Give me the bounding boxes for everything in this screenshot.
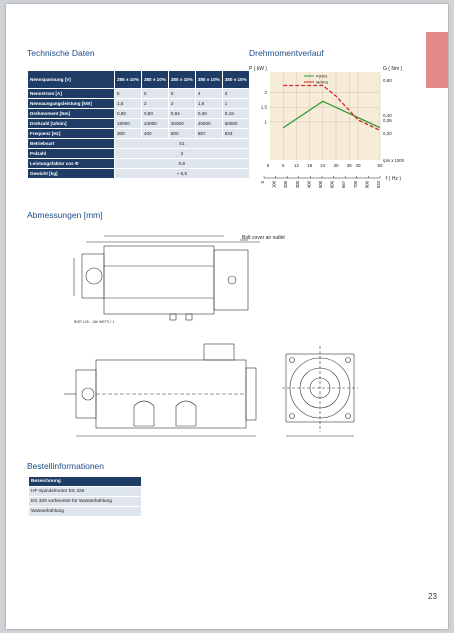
table-cell: 0,8 xyxy=(115,159,250,169)
table-row xyxy=(28,129,250,139)
table-cell: 24000 xyxy=(141,119,168,129)
header-cell: Bezeichnung xyxy=(29,477,142,487)
table-cell: 40000 xyxy=(195,119,222,129)
y-right-tick-label: 0,36 xyxy=(383,118,392,123)
torque-chart xyxy=(249,62,439,207)
motor-flange xyxy=(82,254,104,298)
table-cell: 300 xyxy=(115,129,142,139)
table-row xyxy=(28,159,250,169)
motor-end-cap xyxy=(214,250,248,310)
table-cell: S1 xyxy=(115,139,250,149)
row-label: Drehzahl [U/min] xyxy=(28,119,115,129)
table-cell: 2 xyxy=(168,99,195,109)
table-cell: 0,80 xyxy=(115,109,142,119)
hz-tick-label: 833 xyxy=(376,181,381,189)
table-cell: Wasserkühlung xyxy=(29,507,142,517)
front-flange xyxy=(76,370,96,418)
mount-foot xyxy=(186,314,192,320)
table-cell: 5 xyxy=(168,89,195,99)
row-label: Betriebsart xyxy=(28,139,115,149)
table-row xyxy=(28,149,250,159)
bolt-hole xyxy=(290,358,295,363)
legend-label: P(kW) xyxy=(316,73,328,79)
row-label: Polzahl xyxy=(28,149,115,159)
x-tick-label: 6 xyxy=(281,163,285,168)
motor-side-view-drawing xyxy=(74,228,274,326)
header-cell: 285 ± 10% xyxy=(115,71,142,89)
mount-foot xyxy=(170,314,176,320)
table-cell: 500 xyxy=(168,129,195,139)
bearing-shape xyxy=(134,401,154,426)
section-title-abmessungen: Abmessungen [mm] xyxy=(27,210,103,220)
hz-tick-label: 200 xyxy=(283,181,289,189)
bearing-shape xyxy=(176,401,196,426)
table-row xyxy=(28,99,250,109)
table-row xyxy=(29,487,142,497)
x-tick-label: 12 xyxy=(293,163,299,168)
table-row xyxy=(29,507,142,517)
header-cell: 380 ± 10% xyxy=(222,71,249,89)
hz-tick-label: 100 xyxy=(271,181,277,189)
legend-label: M(Nm) xyxy=(316,79,329,85)
x-tick-label: 24 xyxy=(320,163,326,168)
table-cell: 2 xyxy=(141,99,168,109)
order-info-table xyxy=(28,476,142,517)
x-tick-label: 6 xyxy=(266,163,270,168)
x-tick-label: 18 xyxy=(307,163,313,168)
table-header-row xyxy=(29,477,142,487)
table-cell: 1,5 xyxy=(115,99,142,109)
hz-tick-label: 700 xyxy=(352,181,358,189)
motor-section-view-drawing xyxy=(64,338,264,440)
x-tick-label: 36 xyxy=(346,163,352,168)
section-title-bestellinformationen: Bestellinformationen xyxy=(27,461,105,471)
header-cell: 380 ± 10% xyxy=(168,71,195,89)
page-number: 23 xyxy=(428,592,437,601)
bolt-hole xyxy=(290,414,295,419)
row-label: Frequenz [Hz] xyxy=(28,129,115,139)
table-cell: 50000 xyxy=(222,119,249,129)
header-cell: 380 ± 10% xyxy=(195,71,222,89)
y-left-axis-label: P ( kW ) xyxy=(249,66,267,72)
table-cell: 2 xyxy=(115,149,250,159)
technical-data-table xyxy=(27,70,250,179)
drawing-annotation: Bolt cover air outlet xyxy=(242,235,285,241)
drawing-small-label: BOR 125 - 18h WETS / 1 xyxy=(74,320,115,324)
y-left-tick-label: 2 xyxy=(264,90,267,96)
row-label: Drehmoment [Nm] xyxy=(28,109,115,119)
rear-cap xyxy=(246,368,256,420)
air-outlet-circle xyxy=(228,276,236,284)
table-cell: 30000 xyxy=(168,119,195,129)
motor-body xyxy=(104,246,214,314)
table-row xyxy=(28,119,250,129)
row-label: Gewicht [kg] xyxy=(28,169,115,179)
hz-tick-label: 600 xyxy=(329,181,335,189)
hz-tick-label: 667 xyxy=(341,181,347,189)
y-left-tick-label: 1,5 xyxy=(260,104,267,110)
x-tick-label: 40 xyxy=(355,163,361,168)
table-cell: 3 xyxy=(222,89,249,99)
row-label: Leistungsfaktor cos Φ xyxy=(28,159,115,169)
bolt-hole xyxy=(346,358,351,363)
bolt-hole xyxy=(346,414,351,419)
hz-tick-label: 300 xyxy=(294,181,300,189)
document-page xyxy=(6,4,448,629)
table-cell: HF-Spindelmotor ES 325 xyxy=(29,487,142,497)
x-tick-label: 50 xyxy=(377,163,383,168)
table-cell: 0,19 xyxy=(222,109,249,119)
motor-front-view-drawing xyxy=(282,342,362,442)
table-cell: 667 xyxy=(195,129,222,139)
hz-tick-label: 400 xyxy=(306,181,312,189)
table-cell: 0,36 xyxy=(195,109,222,119)
section-title-drehmomentverlauf: Drehmomentverlauf xyxy=(249,48,324,58)
shaft-circle xyxy=(86,268,102,284)
table-cell: 0,80 xyxy=(141,109,168,119)
hz-axis-label: f ( Hz ) xyxy=(386,176,401,182)
table-row xyxy=(28,139,250,149)
hz-tick-label: 800 xyxy=(364,181,370,189)
table-cell: 833 xyxy=(222,129,249,139)
table-cell: 0,64 xyxy=(168,109,195,119)
table-cell: 1,5 xyxy=(195,99,222,109)
x-rpm-axis-label: rpm x 1000 xyxy=(383,158,404,163)
table-cell: 5 xyxy=(115,89,142,99)
shaft-circle xyxy=(82,388,94,400)
table-cell: 1 xyxy=(222,99,249,109)
hz-tick-label: 0 xyxy=(260,181,265,184)
table-header-row xyxy=(28,71,250,89)
hz-tick-label: 500 xyxy=(318,181,323,189)
y-right-tick-label: 0,20 xyxy=(383,131,392,136)
table-cell: 5 xyxy=(141,89,168,99)
row-label: Nennstrom [A] xyxy=(28,89,115,99)
y-right-axis-label: G ( Nm ) xyxy=(383,66,403,72)
table-cell: 400 xyxy=(141,129,168,139)
table-cell: 4 xyxy=(195,89,222,99)
table-cell: ~ 6,5 xyxy=(115,169,250,179)
table-cell: ES 325 vorbereitet für Wasserkühlung xyxy=(29,497,142,507)
y-right-tick-label: 0,80 xyxy=(383,78,392,83)
header-cell: Nennspannung [V] xyxy=(28,71,115,89)
connector-box xyxy=(204,344,234,360)
x-tick-label: 30 xyxy=(333,163,339,168)
header-cell: 380 ± 10% xyxy=(141,71,168,89)
table-row xyxy=(28,109,250,119)
table-row xyxy=(29,497,142,507)
y-left-tick-label: 1 xyxy=(264,119,267,125)
table-cell: 18000 xyxy=(115,119,142,129)
row-label: Nennausgangsleistung [kW] xyxy=(28,99,115,109)
y-right-tick-label: 0,40 xyxy=(383,113,392,118)
section-title-technische-daten: Technische Daten xyxy=(27,48,95,58)
table-row xyxy=(28,169,250,179)
table-row xyxy=(28,89,250,99)
